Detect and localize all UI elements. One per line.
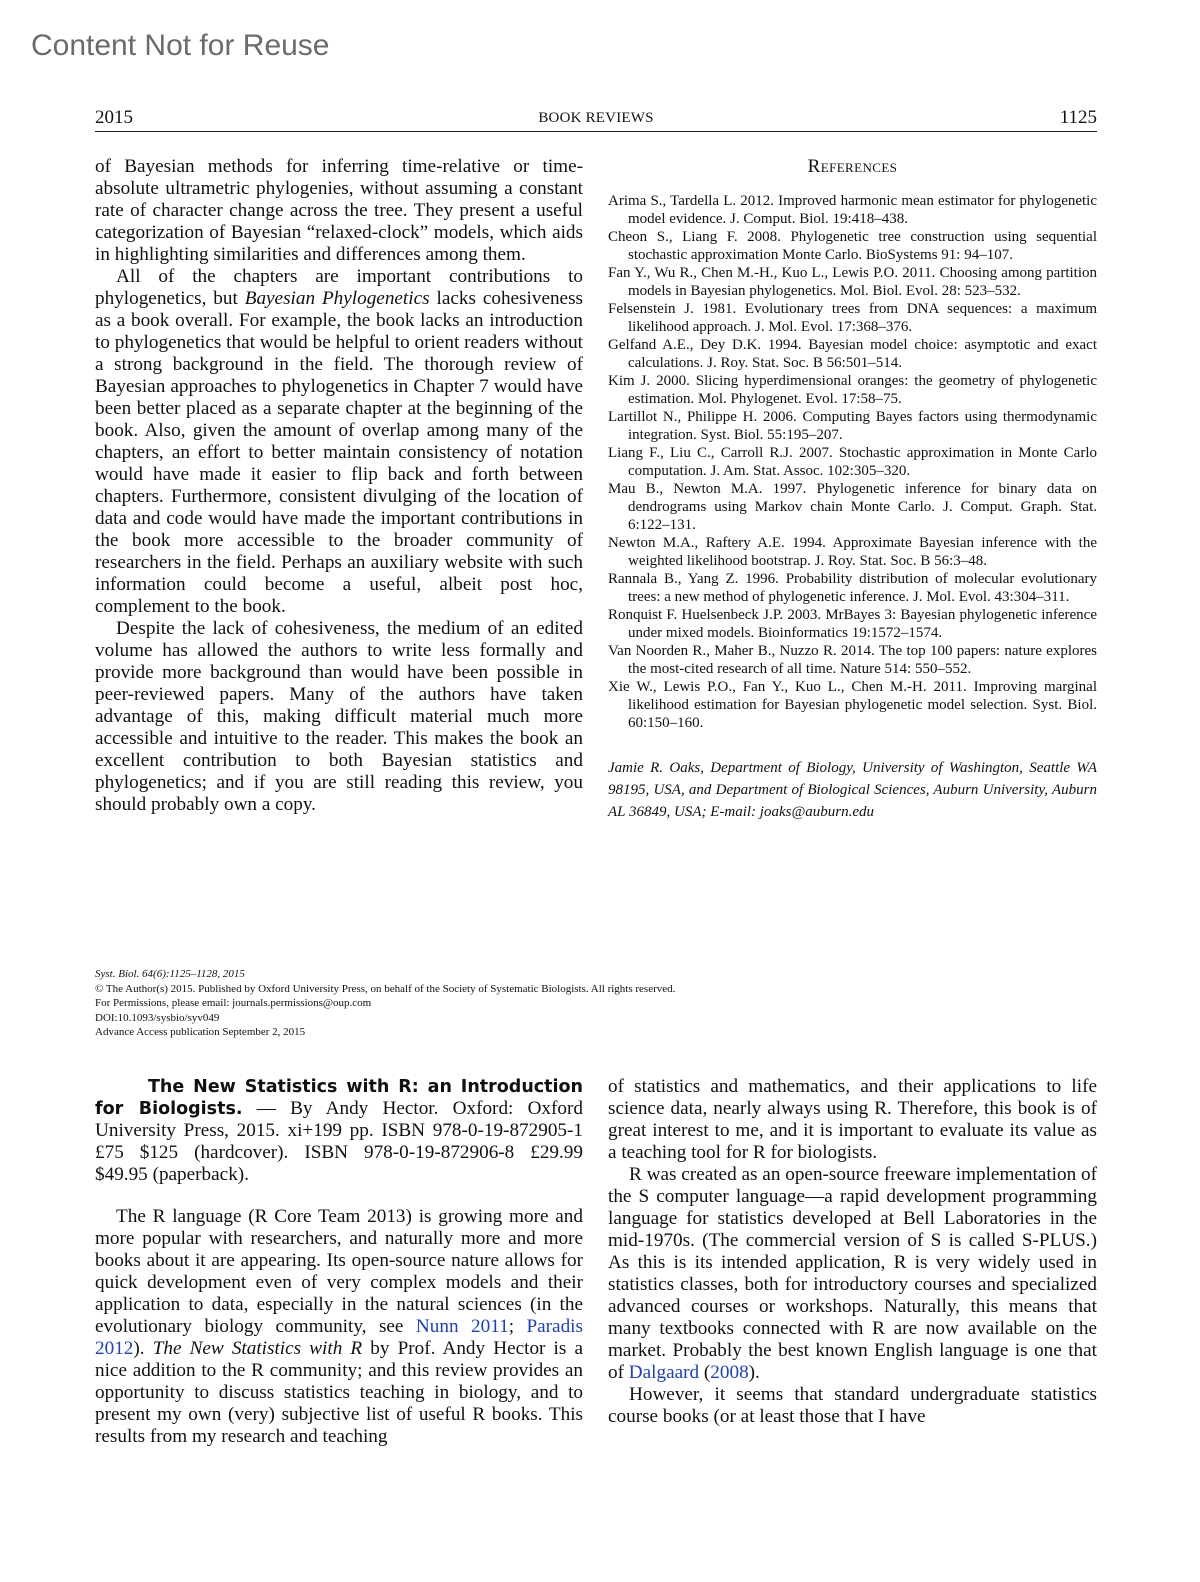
- reference-item: Arima S., Tardella L. 2012. Improved harmonic mean estimator for phylogenetic model evidence. J. Comput. Biol. 19:418–438.: [608, 193, 1097, 227]
- citation-link-paradis[interactable]: Paradis 2012: [95, 1316, 583, 1359]
- header-year: 2015: [95, 107, 133, 128]
- citation-link-nunn[interactable]: Nunn 2011: [415, 1316, 509, 1337]
- watermark: Content Not for Reuse: [31, 29, 330, 62]
- paragraph: of statistics and mathematics, and their applications to life science data, nearly always using R. Therefore, this book is of great interest to me, and it is important to evaluate its value as a teaching tool for R for biologists.: [608, 1076, 1097, 1163]
- reference-item: Gelfand A.E., Dey D.K. 1994. Bayesian model choice: asymptotic and exact calculations. J. Roy. Stat. Soc. B 56:501–514.: [608, 337, 1097, 371]
- reference-item: Newton M.A., Raftery A.E. 1994. Approximate Bayesian inference with the weighted likelihood bootstrap. J. Roy. Stat. Soc. B 56:3–48.: [608, 535, 1097, 569]
- paragraph: However, it seems that standard undergraduate statistics course books (or at least those that I have: [608, 1384, 1097, 1427]
- bottom-right-column: [608, 1076, 1097, 1428]
- references-heading: References: [807, 156, 898, 177]
- citation-link-dalgaard[interactable]: Dalgaard: [628, 1362, 700, 1383]
- reference-item: Xie W., Lewis P.O., Fan Y., Kuo L., Chen M.-H. 2011. Improving marginal likelihood estimation for Bayesian phylogenetic model selection. Syst. Biol. 60:150–160.: [608, 679, 1097, 731]
- reviewer-affiliation: Jamie R. Oaks, Department of Biology, University of Washington, Seattle WA 98195, USA, and Department of Biological Sciences, Auburn University, Auburn AL 36849, USA; E-mail: joaks@auburn.edu: [608, 760, 1097, 820]
- reference-item: Liang F., Liu C., Carroll R.J. 2007. Stochastic approximation in Monte Carlo computation. J. Am. Stat. Assoc. 102:305–320.: [608, 445, 1097, 479]
- paragraph: Despite the lack of cohesiveness, the medium of an edited volume has allowed the authors to write less formally and provide more background than would have been possible in peer-reviewed papers. Many of the authors have taken advantage of this, making difficult material much more accessible and intuitive to the reader. This makes the book an excellent contribution to both Bayesian statistics and phylogenetics; and if you are still reading this review, you should probably own a copy.: [95, 618, 583, 815]
- review-title-block: The New Statistics with R: an Introduction for Biologists. — By Andy Hector. Oxford: Oxford University Press, 2015. xi+199 pp. ISBN 978-0-19-872905-1 £75 $125 (hardcover). ISBN 978-0-19-872906-8 £29.99 $49.95 (paperback).: [95, 1077, 583, 1185]
- reference-item: Fan Y., Wu R., Chen M.-H., Kuo L., Lewis P.O. 2011. Choosing among partition models in Bayesian phylogenetics. Mol. Biol. Evol. 28: 523–532.: [608, 265, 1097, 299]
- copyright-line: © The Author(s) 2015. Published by Oxford University Press, on behalf of the Society of Systematic Biologists. All rights reserved.: [95, 982, 676, 995]
- permissions-line: For Permissions, please email: journals.permissions@oup.com: [95, 997, 372, 1010]
- reference-item: Rannala B., Yang Z. 1996. Probability distribution of molecular evolutionary trees: a new method of phylogenetic inference. J. Mol. Evol. 43:304–311.: [608, 571, 1097, 605]
- paragraph: All of the chapters are important contributions to phylogenetics, but Bayesian Phylogenetics lacks cohesiveness as a book overall. For example, the book lacks an introduction to phylogenetics that would be helpful to orient readers without a strong background in the field. The thorough review of Bayesian approaches to phylogenetics in Chapter 7 would have been better placed as a separate chapter at the beginning of the book. Also, given the amount of overlap among many of the chapters, an effort to better maintain consistency of notation would have made it easier to flip back and forth between chapters. Furthermore, consistent divulging of the location of data and code would have made the important contributions in the book more accessible to the broader community of researchers in the field. Perhaps an auxiliary website with such information could become a useful, albeit post hoc, complement to the book.: [95, 266, 584, 617]
- top-left-column: [95, 156, 583, 816]
- book-title: The New Statistics with R: an Introduction for Biologists.: [95, 1077, 583, 1119]
- paragraph: R was created as an open-source freeware implementation of the S computer language—a rapid development programming language for statistics developed at Bell Laboratories in the mid-1970s. (The commercial version of S is called S-PLUS.) As this is its intended application, R is very widely used in statistics classes, both for introductory courses and specialized advanced courses or workshops. Naturally, this means that many textbooks connected with R are now available on the market. Probably the best known English language is one that of Dalgaard (2008).: [608, 1164, 1097, 1383]
- top-right-column: [608, 156, 1097, 823]
- page-number: 1125: [1059, 107, 1097, 128]
- article-footer: [95, 967, 895, 1040]
- reference-item: Mau B., Newton M.A. 1997. Phylogenetic inference for binary data on dendrograms using Markov chain Monte Carlo. J. Comput. Graph. Stat. 6:122–131.: [608, 481, 1097, 533]
- reference-item: Ronquist F. Huelsenbeck J.P. 2003. MrBayes 3: Bayesian phylogenetic inference under mixed models. Bioinformatics 19:1572–1574.: [608, 607, 1097, 641]
- paragraph: of Bayesian methods for inferring time-relative or time-absolute ultrametric phylogenies, without assuming a constant rate of character change across the tree. They present a useful categorization of Bayesian “relaxed-clock” models, which aids in highlighting similarities and differences among them.: [95, 156, 583, 265]
- publication-date-line: Advance Access publication September 2, 2015: [95, 1026, 306, 1039]
- reference-item: Lartillot N., Philippe H. 2006. Computing Bayes factors using thermodynamic integration. Syst. Biol. 55:195–207.: [608, 409, 1097, 443]
- header-section: BOOK REVIEWS: [538, 110, 654, 126]
- reference-item: Van Noorden R., Maher B., Nuzzo R. 2014. The top 100 papers: nature explores the most-cited research of all time. Nature 514: 550–552.: [608, 643, 1097, 677]
- citation-line: Syst. Biol. 64(6):1125–1128, 2015: [95, 968, 245, 980]
- running-header: [95, 107, 1097, 132]
- doi-line: DOI:10.1093/sysbio/syv049: [95, 1011, 220, 1024]
- reference-item: Cheon S., Liang F. 2008. Phylogenetic tree construction using sequential stochastic approximation Monte Carlo. BioSystems 91: 94–107.: [608, 229, 1097, 263]
- reference-list: [608, 192, 1097, 732]
- citation-link-2008[interactable]: 2008: [710, 1362, 749, 1383]
- reference-item: Felsenstein J. 1981. Evolutionary trees from DNA sequences: a maximum likelihood approach. J. Mol. Evol. 17:368–376.: [608, 301, 1097, 335]
- reference-item: Kim J. 2000. Slicing hyperdimensional oranges: the geometry of phylogenetic estimation. Mol. Phylogenet. Evol. 17:58–75.: [608, 373, 1097, 407]
- bottom-left-column: [95, 1076, 583, 1448]
- paragraph: The R language (R Core Team 2013) is growing more and more popular with researchers, and naturally more and more books about it are appearing. Its open-source nature allows for quick development even of very complex models and their application to data, especially in the natural sciences (in the evolutionary biology community, see Nunn 2011; Paradis 2012). The New Statistics with R by Prof. Andy Hector is a nice addition to the R community; and this review provides an opportunity to discuss statistics teaching in biology, and to present my own (very) subjective list of useful R books. This results from my research and teaching: [95, 1206, 583, 1447]
